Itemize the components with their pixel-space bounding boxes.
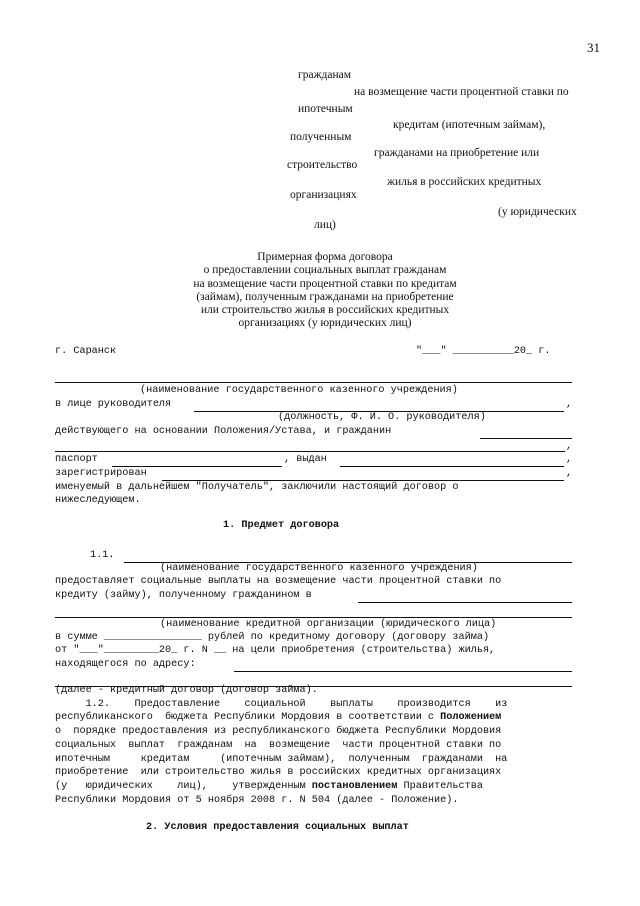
named-text: нижеследующем. [55, 495, 141, 506]
header-line: организациях [290, 189, 357, 201]
citizen-field-2[interactable] [55, 451, 565, 452]
clause-text: кредиту (займу), полученному гражданином в [55, 590, 312, 601]
header-line: ипотечным [298, 103, 353, 115]
comma: , [566, 468, 573, 479]
named-text: именуемый в дальнейшем "Получатель", заключили настоящий договор о [55, 482, 459, 493]
header-line: гражданам [298, 69, 352, 81]
citizen-field[interactable] [480, 438, 572, 439]
issued-by-field[interactable] [340, 466, 564, 467]
from-text: от "___"_________20_ г. N __ на цели приобретения (строительства) жилья, [55, 645, 496, 656]
amount-text: в сумме ________________ рублей по кредитному договору (договору займа) [55, 632, 490, 643]
clause-text [55, 712, 501, 723]
comma: , [566, 454, 573, 465]
in-person-label: в лице руководителя [55, 399, 172, 410]
hint-institution: (наименование государственного казенного учреждения) [140, 385, 458, 396]
document-title [160, 251, 490, 331]
contract-date: "___" __________20_ г. [416, 346, 551, 357]
clause-text: о порядке предоставления из республиканского бюджета Республики Мордовия [55, 726, 502, 737]
hint-position: (должность, Ф. И. О. руководителя) [278, 412, 486, 423]
comma: , [566, 441, 573, 452]
title-line: или строительство жилья в российских кредитных [200, 304, 450, 317]
issued-label: , выдан [284, 454, 327, 465]
comma: , [566, 399, 573, 410]
clause-text: предоставляет социальные выплаты на возмещение части процентной ставки по [55, 576, 502, 587]
hint-institution: (наименование государственного казенного учреждения) [160, 563, 478, 574]
clause-text: приобретение или строительство жилья в российских кредитных организациях [55, 767, 502, 778]
header-line: жилья в российских кредитных [387, 176, 542, 188]
clause-text: ипотечным кредитам (ипотечным займам), полученным гражданами на [55, 754, 508, 765]
further-text: (далее - кредитный договор (договор займа). [55, 685, 318, 696]
city: г. Саранск [55, 346, 117, 357]
header-line: на возмещение части процентной ставки по [354, 86, 569, 98]
title-line: Примерная форма договора [257, 251, 393, 263]
address-field[interactable] [234, 671, 572, 672]
header-line: гражданами на приобретение или [374, 147, 540, 159]
acting-label: действующего на основании Положения/Устава, и гражданин [55, 426, 392, 437]
located-label: находящегося по адресу: [55, 659, 196, 670]
clause-text-part: Правительства [397, 781, 483, 792]
registered-field[interactable] [162, 480, 564, 481]
title-line: на возмещение части процентной ставки по кредитам [193, 277, 457, 290]
clause-text [55, 781, 483, 792]
clause-text-part: республиканского бюджета Республики Мордовия в соответствии с [55, 712, 441, 723]
title-line: организациях (у юридических лиц) [238, 317, 412, 330]
registered-label: зарегистрирован [55, 468, 147, 479]
header-line: кредитам (ипотечным займам), [393, 119, 546, 131]
bank-field[interactable] [358, 602, 572, 603]
institution-name-field[interactable] [55, 382, 572, 383]
page-number: 31 [587, 40, 600, 55]
hint-org: (наименование кредитной организации (юридического лица) [160, 619, 497, 630]
bank-field-2[interactable] [55, 617, 572, 618]
clause-text-part: (у юридических лиц), утвержденным [55, 781, 312, 792]
header-line: строительство [287, 159, 358, 171]
passport-field[interactable] [112, 466, 282, 467]
section-heading: 2. Условия предоставления социальных выплат [146, 822, 409, 833]
section-heading: 1. Предмет договора [223, 520, 340, 531]
resolution-link[interactable]: постановлением [311, 781, 398, 792]
header-line: лиц) [314, 219, 336, 231]
title-line: о предоставлении социальных выплат гражданам [203, 264, 447, 277]
clause-text: Республики Мордовия от 5 ноября 2008 г. N 504 (далее - Положение). [55, 795, 459, 806]
clause-text: социальных выплат гражданам на возмещение части процентной ставки по [55, 740, 502, 751]
header-line: (у юридических [498, 206, 577, 218]
header-line: полученным [290, 131, 352, 143]
clause-number: 1.1. [90, 550, 115, 561]
regulation-link[interactable]: Положением [440, 712, 502, 723]
title-line: (займам), полученным гражданами на приобретение [196, 290, 454, 303]
passport-label: паспорт [55, 454, 98, 465]
clause-text: 1.2. Предоставление социальной выплаты производится из [55, 699, 508, 710]
